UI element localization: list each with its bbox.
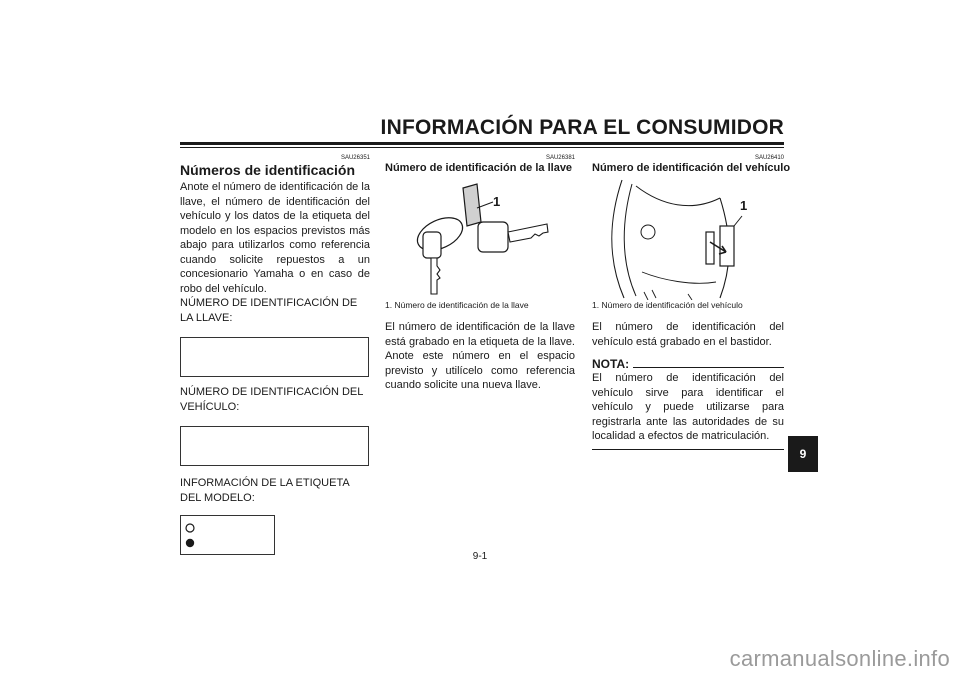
column-vehicle-number	[592, 155, 791, 450]
vehicle-number-paragraph: El número de identificación del vehículo está grabado en el bastidor.	[592, 321, 784, 348]
model-label-label: INFORMACIÓN DE LA ETIQUETA DEL MODELO:	[180, 477, 350, 504]
note-end-rule	[592, 449, 784, 450]
page-title: INFORMACIÓN PARA EL CONSUMIDOR	[380, 116, 784, 139]
note-block	[592, 357, 784, 450]
filled-circle-icon	[186, 539, 194, 547]
intro-paragraph: Anote el número de identificación de la llave, el número de identificación del vehículo y los datos de la etiqueta del modelo en los espacios previstos más abajo para utilizarlos como referencia cuando solicite repuestos a un concesionario Yamaha o en caso de robo del vehículo.	[180, 181, 370, 295]
key-number-paragraph: El número de identificación de la llave está grabado en la etiqueta de la llave. Anote este número en el espacio previsto y utilícelo como referencia cuando solicite una nueva llave.	[385, 321, 575, 391]
column-identification	[180, 155, 370, 555]
header-rule-thin	[180, 147, 784, 148]
section-heading: Número de identificación de la llave	[385, 162, 573, 174]
model-label-box	[180, 515, 275, 555]
vehicle-number-label: NÚMERO DE IDENTIFICACIÓN DEL VEHÍCULO:	[180, 386, 363, 413]
note-label: NOTA:	[592, 357, 630, 371]
figure-caption: 1. Número de identificación del vehículo	[592, 300, 743, 310]
section-code: SAU26410	[754, 155, 784, 161]
key-number-box	[180, 337, 369, 377]
section-heading: Número de identificación del vehículo	[592, 162, 791, 174]
key-illustration	[385, 176, 575, 296]
frame-illustration	[592, 176, 784, 300]
key-number-label: NÚMERO DE IDENTIFICACIÓN DE LA LLAVE:	[180, 297, 358, 324]
section-code: SAU26351	[340, 155, 370, 161]
frame-illustration-svg	[592, 176, 784, 300]
page-number: 9-1	[472, 551, 488, 562]
note-paragraph: El número de identificación del vehículo sirve para identificar el vehículo y puede utilizarse para registrarla ante las autoridades de su localidad a efectos de matriculación.	[592, 372, 784, 442]
watermark-text: carmanualsonline.info	[729, 646, 950, 671]
vehicle-number-box	[180, 426, 369, 466]
column-key-number	[385, 155, 575, 393]
header-rule-thick	[180, 142, 784, 145]
note-rule	[633, 367, 784, 368]
key-illustration-svg	[385, 176, 575, 296]
section-code: SAU26381	[545, 155, 575, 161]
callout-number: 1	[740, 198, 748, 213]
open-circle-icon	[186, 524, 194, 532]
figure-caption: 1. Número de identificación de la llave	[385, 300, 529, 310]
chapter-tab: 9	[788, 436, 818, 472]
section-heading: Números de identificación	[180, 162, 356, 178]
callout-number: 1	[493, 194, 501, 209]
